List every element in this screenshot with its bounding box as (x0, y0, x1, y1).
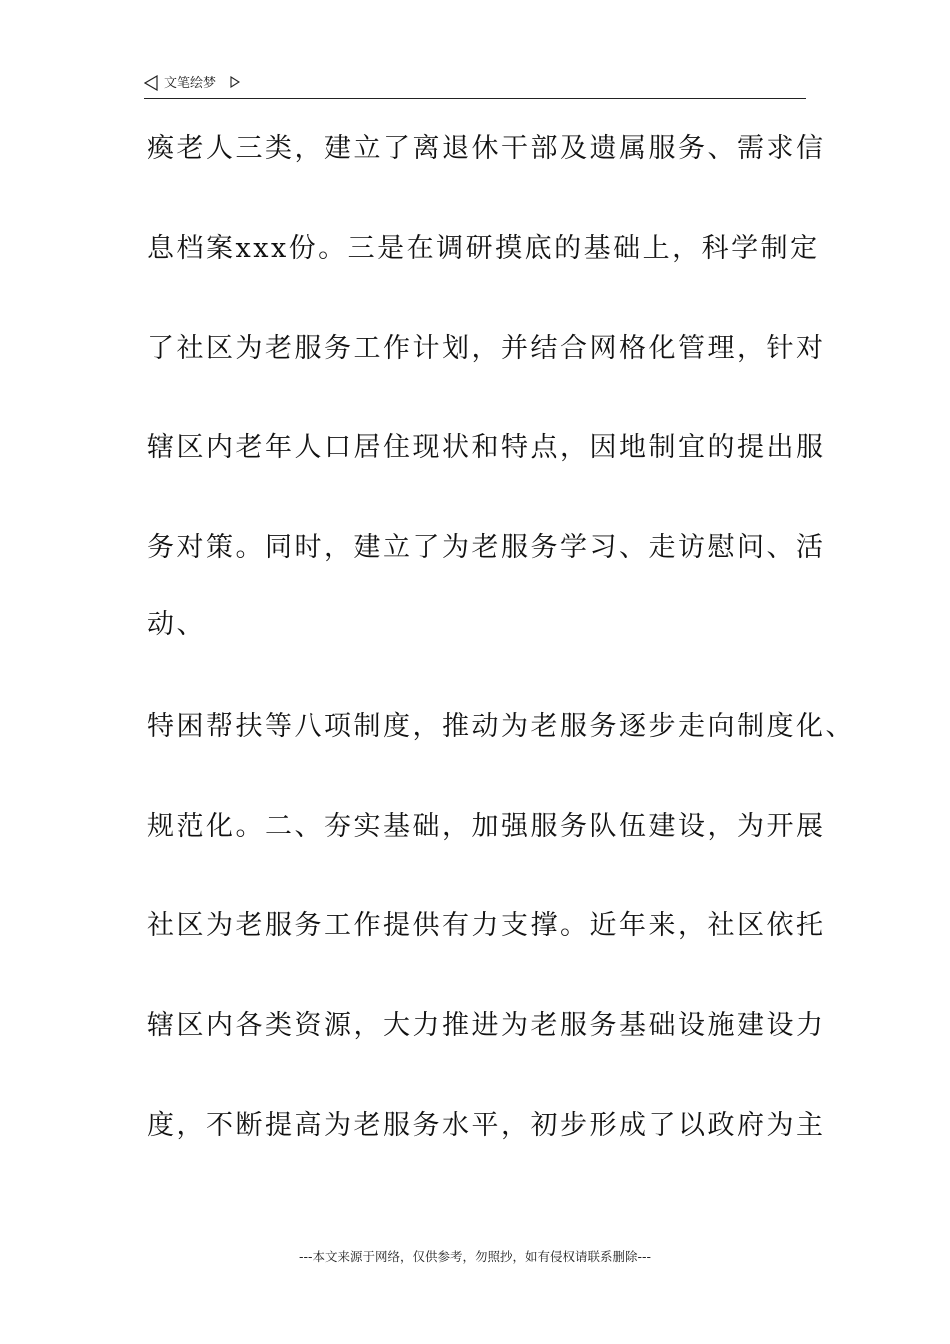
body-line: 了社区为老服务工作计划，并结合网格化管理，针对 (147, 333, 826, 364)
header-title: 文笔绘梦 (164, 76, 217, 91)
body-line: 社区为老服务工作提供有力支撑。近年来，社区依托 (147, 910, 826, 941)
body-line: 辖区内各类资源，大力推进为老服务基础设施建设力 (147, 1010, 826, 1041)
triangle-right-icon (230, 76, 240, 88)
footer-notice: ---本文来源于网络，仅供参考，勿照抄，如有侵权请联系删除--- (298, 1249, 652, 1264)
body-line: 辖区内老年人口居住现状和特点，因地制宜的提出服 (147, 432, 826, 463)
body-line: 特困帮扶等八项制度，推动为老服务逐步走向制度化、 (147, 711, 855, 742)
triangle-left-icon (144, 75, 158, 91)
body-line: 瘓老人三类，建立了离退休干部及遗属服务、需求信 (147, 133, 826, 164)
body-line: 动、 (147, 609, 206, 640)
body-line: 务对策。同时，建立了为老服务学习、走访慰问、活 (147, 532, 826, 563)
body-line: 度，不断提高为老服务水平，初步形成了以政府为主 (147, 1110, 826, 1141)
body-line: 规范化。二、夯实基础，加强服务队伍建设，为开展 (147, 811, 826, 842)
page-header (144, 72, 806, 99)
body-line: 息档案xxx份。三是在调研摸底的基础上，科学制定 (147, 233, 820, 264)
